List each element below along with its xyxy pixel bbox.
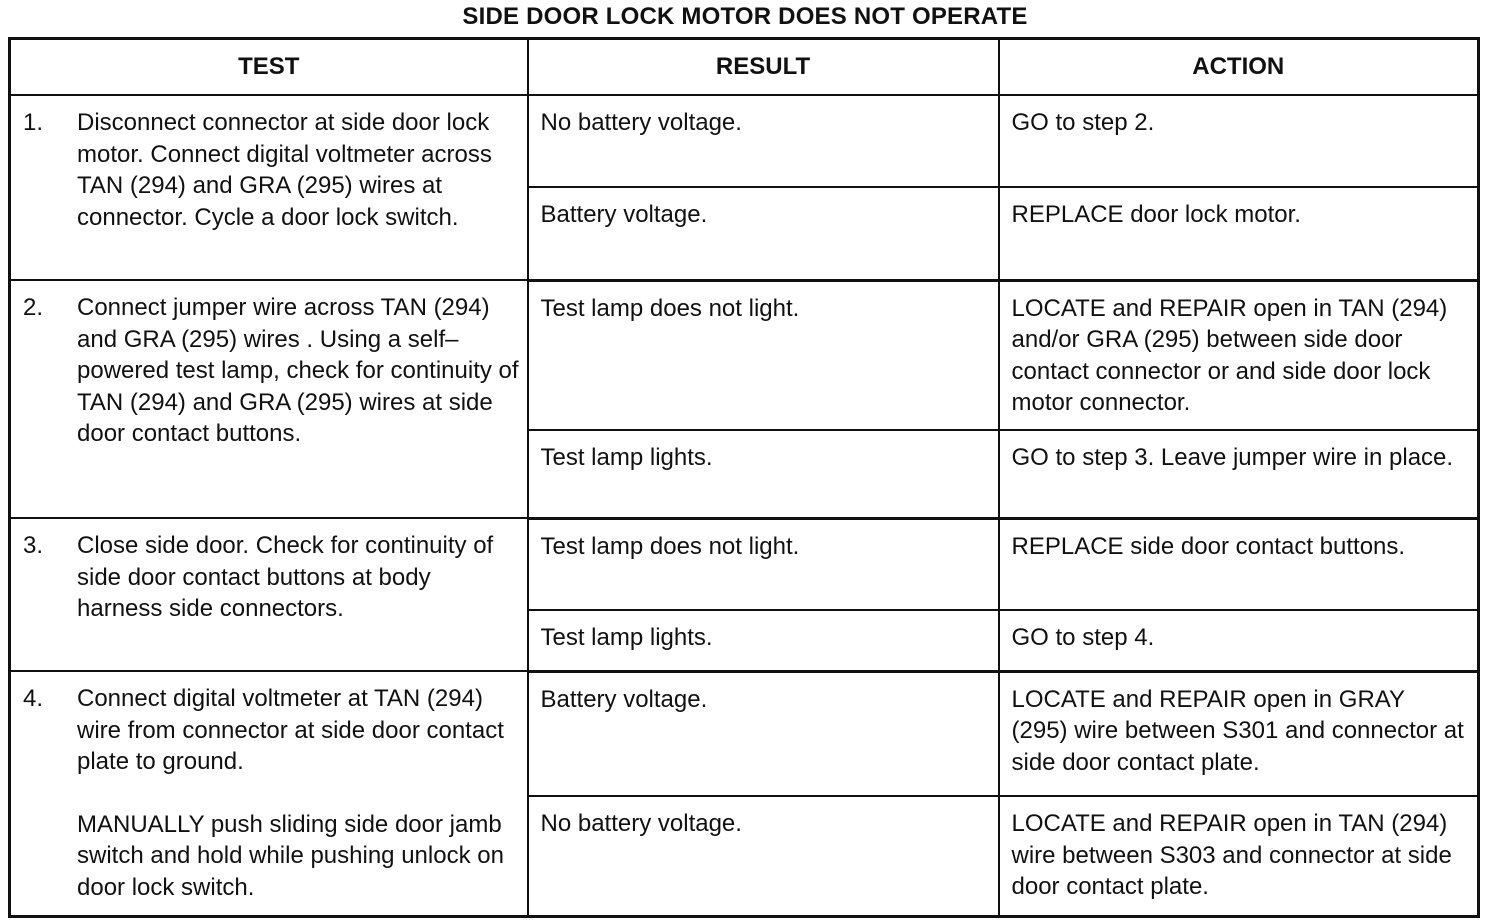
result-cell: Battery voltage. xyxy=(528,671,999,796)
test-instruction: Connect jumper wire across TAN (294) and GRA (295) wires . Using a self–powered test lamp, check for continuity of TAN (294) and GRA (295) wires at side door contact buttons. xyxy=(77,294,519,448)
result-cell: Test lamp lights. xyxy=(528,610,999,671)
table-row xyxy=(10,671,1479,796)
result-cell: No battery voltage. xyxy=(528,796,999,916)
table-row xyxy=(10,280,1479,430)
action-cell: REPLACE side door contact buttons. xyxy=(999,518,1479,610)
action-cell: LOCATE and REPAIR open in GRAY (295) wire between S301 and connector at side door contact plate. xyxy=(999,671,1479,796)
table-row xyxy=(10,95,1479,187)
step-number: 3. xyxy=(23,532,44,559)
action-cell: GO to step 2. xyxy=(999,95,1479,187)
result-cell: Test lamp does not light. xyxy=(528,280,999,430)
result-cell: No battery voltage. xyxy=(528,95,999,187)
diagnostic-table xyxy=(8,37,1480,918)
action-cell: LOCATE and REPAIR open in TAN (294) and/or GRA (295) between side door contact connector or and side door lock motor connector. xyxy=(999,280,1479,430)
test-cell-step-2 xyxy=(10,280,528,518)
result-cell: Battery voltage. xyxy=(528,187,999,280)
result-cell: Test lamp does not light. xyxy=(528,518,999,610)
table-row xyxy=(10,518,1479,610)
action-cell: REPLACE door lock motor. xyxy=(999,187,1479,280)
action-cell: GO to step 4. xyxy=(999,610,1479,671)
test-cell-step-3 xyxy=(10,518,528,671)
step-number: 2. xyxy=(23,294,44,321)
column-header-result: RESULT xyxy=(528,39,999,96)
step-number: 4. xyxy=(23,685,44,712)
test-cell-step-4 xyxy=(10,671,528,916)
test-instruction: Disconnect connector at side door lock motor. Connect digital voltmeter across TAN (294) and GRA (295) wires at connector. Cycle a door lock switch. xyxy=(77,109,492,231)
action-cell: GO to step 3. Leave jumper wire in place. xyxy=(999,430,1479,518)
result-cell: Test lamp lights. xyxy=(528,430,999,518)
page-title: SIDE DOOR LOCK MOTOR DOES NOT OPERATE xyxy=(462,3,1028,30)
test-cell-step-1 xyxy=(10,95,528,280)
column-header-action: ACTION xyxy=(999,39,1479,96)
action-cell: LOCATE and REPAIR open in TAN (294) wire between S303 and connector at side door contact plate. xyxy=(999,796,1479,916)
step-number: 1. xyxy=(23,109,44,136)
test-instruction: Close side door. Check for continuity of side door contact buttons at body harness side connectors. xyxy=(77,532,494,623)
header-row xyxy=(10,39,1479,96)
test-instruction: Connect digital voltmeter at TAN (294) wire from connector at side door contact plate to ground. xyxy=(77,685,504,776)
column-header-test: TEST xyxy=(10,39,528,96)
test-instruction: MANUALLY push sliding side door jamb switch and hold while pushing unlock on door lock switch. xyxy=(77,810,504,901)
